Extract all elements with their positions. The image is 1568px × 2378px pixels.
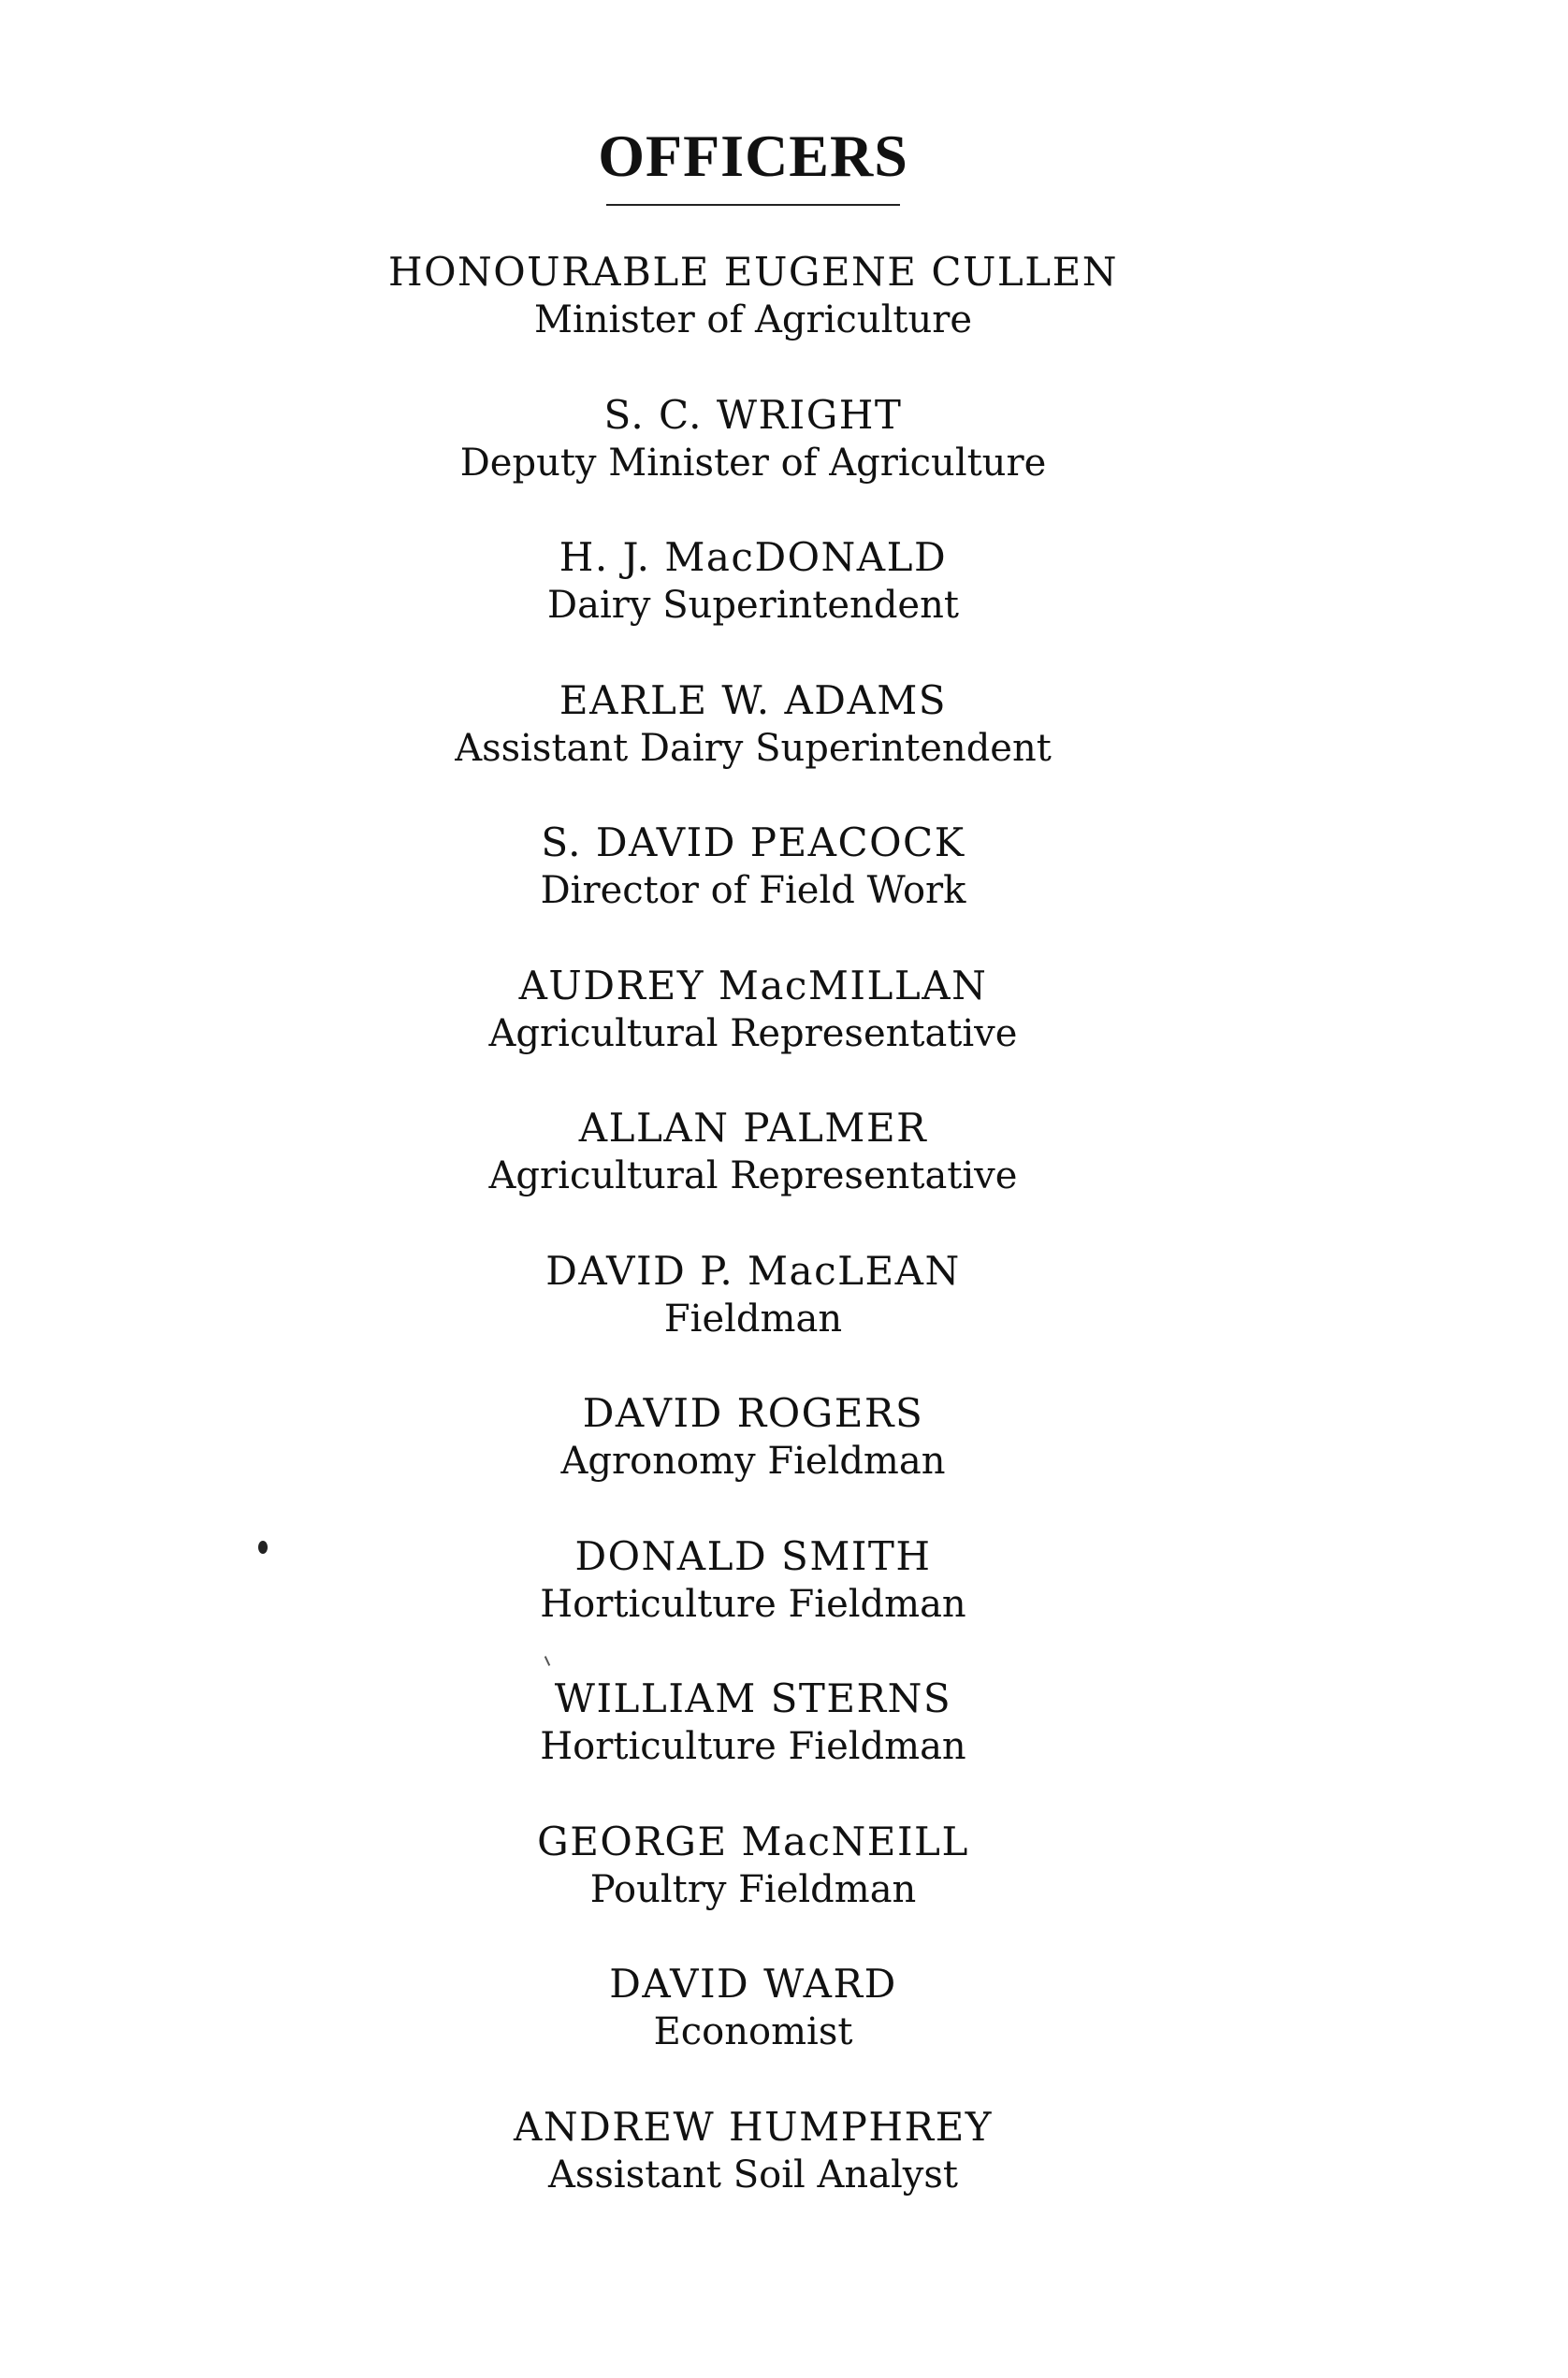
officer-name: HONOURABLE EUGENE CULLEN [387, 249, 1119, 295]
officer-role: Minister of Agriculture [533, 298, 972, 341]
officer-role: Horticulture Fieldman [540, 1582, 966, 1626]
page-title: OFFICERS [598, 123, 908, 189]
officer-role: Director of Field Work [540, 869, 966, 912]
officer-entry [0, 533, 1506, 676]
officer-role: Agricultural Representative [488, 1011, 1018, 1055]
officer-entry [0, 1247, 1506, 1390]
officer-role: Economist [653, 2010, 853, 2053]
officer-name: H. J. MacDONALD [559, 534, 948, 580]
officer-name: S. DAVID PEACOCK [541, 819, 965, 865]
officer-entry [0, 1389, 1506, 1532]
officer-name: ANDREW HUMPHREY [514, 2103, 993, 2150]
title-underline [606, 204, 900, 206]
officer-name: WILLIAM STERNS [554, 1675, 952, 1721]
officer-role: Agronomy Fieldman [560, 1440, 946, 1483]
officer-entry [0, 391, 1506, 534]
officer-name: DAVID P. MacLEAN [545, 1247, 961, 1294]
officer-role: Assistant Dairy Superintendent [455, 726, 1052, 770]
officer-role: Deputy Minister of Agriculture [459, 441, 1047, 485]
officer-name: ALLAN PALMER [578, 1105, 928, 1151]
officer-name: DAVID WARD [609, 1961, 897, 2007]
officer-entry [0, 1532, 1506, 1675]
officer-entry [0, 248, 1506, 391]
officer-entry [0, 1960, 1506, 2103]
officer-entry [0, 676, 1506, 819]
officer-entry [0, 1675, 1506, 1818]
officer-name: AUDREY MacMILLAN [518, 962, 988, 1008]
officer-name: S. C. WRIGHT [603, 391, 903, 438]
officer-role: Assistant Soil Analyst [547, 2153, 958, 2197]
officer-role: Agricultural Representative [488, 1154, 1018, 1197]
officer-entry [0, 819, 1506, 962]
officer-list [0, 248, 1506, 2245]
officer-role: Horticulture Fieldman [540, 1725, 966, 1768]
officer-entry [0, 2103, 1506, 2246]
ink-spot-mark [258, 1541, 268, 1554]
officer-entry [0, 962, 1506, 1105]
officer-entry [0, 1818, 1506, 1961]
officer-name: EARLE W. ADAMS [559, 676, 948, 723]
officer-role: Poultry Fieldman [589, 1867, 917, 1911]
officer-name: DONALD SMITH [574, 1532, 932, 1579]
officer-name: GEORGE MacNEILL [537, 1818, 969, 1864]
officer-role: Dairy Superintendent [547, 584, 959, 627]
officer-role: Fieldman [663, 1297, 843, 1341]
officer-entry [0, 1104, 1506, 1247]
officer-name: DAVID ROGERS [582, 1390, 924, 1436]
